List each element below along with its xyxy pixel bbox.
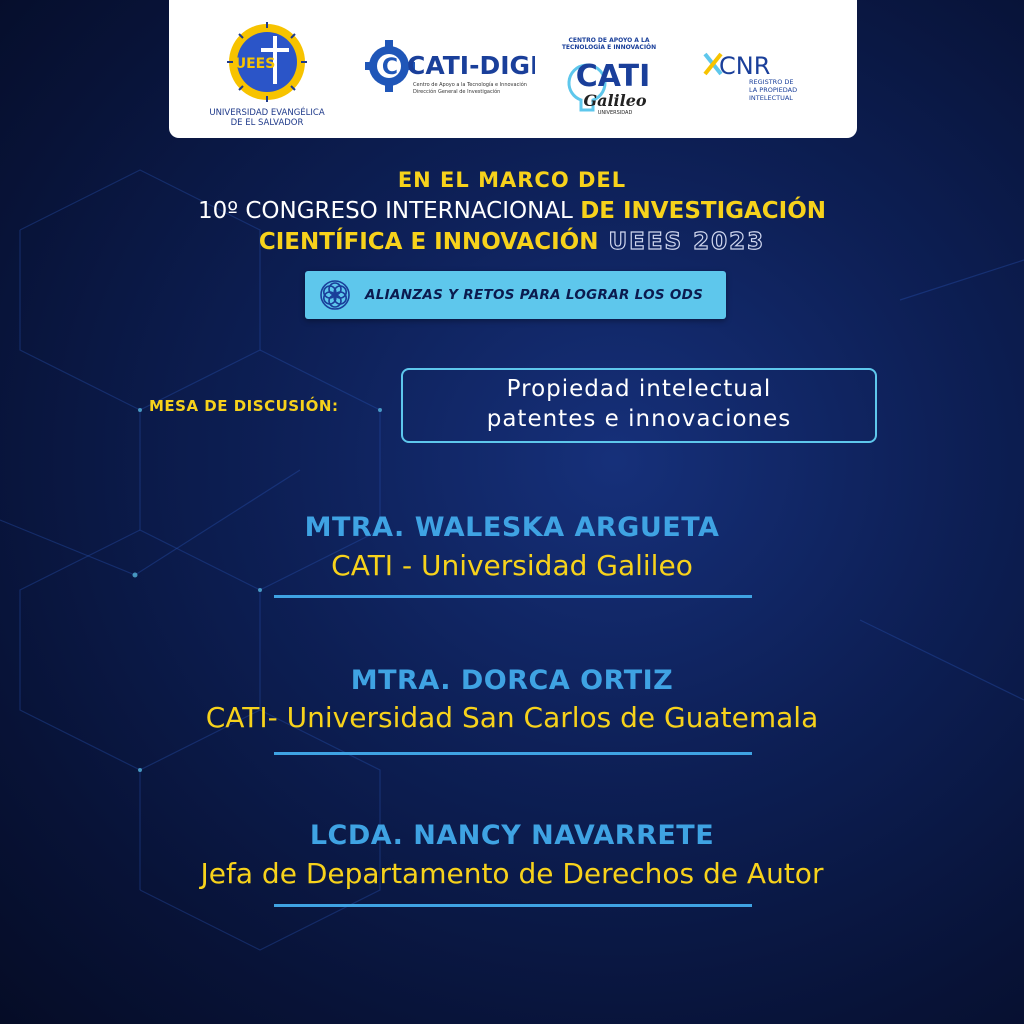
svg-text:CATI: CATI bbox=[575, 59, 651, 94]
cientifica-text: CIENTÍFICA E INNOVACIÓN bbox=[258, 229, 599, 255]
uees-name-line1: UNIVERSIDAD EVANGÉLICA bbox=[209, 108, 325, 118]
congreso-white: 10º CONGRESO INTERNACIONAL bbox=[197, 198, 573, 224]
svg-text:C: C bbox=[381, 55, 399, 80]
headline-marco: EN EL MARCO DEL bbox=[397, 168, 627, 192]
svg-text:CATI-DIGI: CATI-DIGI bbox=[407, 51, 535, 80]
congreso-yellow: DE INVESTIGACIÓN bbox=[580, 198, 827, 224]
speaker-divider bbox=[274, 752, 752, 755]
event-year: UEES 2023 bbox=[608, 229, 766, 255]
speaker-name: MTRA. WALESKA ARGUETA bbox=[304, 512, 720, 543]
ods-flower-icon bbox=[319, 279, 351, 311]
uees-seal-icon bbox=[197, 18, 337, 108]
svg-text:INTELECTUAL: INTELECTUAL bbox=[749, 94, 793, 102]
cnr-logo bbox=[699, 46, 809, 106]
speaker-affiliation: CATI- Universidad San Carlos de Guatemala bbox=[205, 701, 819, 734]
ods-banner bbox=[305, 271, 726, 319]
svg-text:REGISTRO DE: REGISTRO DE bbox=[749, 78, 794, 86]
svg-text:CENTRO DE APOYO A LA: CENTRO DE APOYO A LA bbox=[568, 37, 650, 44]
svg-text:Centro de Apoyo a la Tecnologí: Centro de Apoyo a la Tecnología e Innovación bbox=[413, 82, 527, 88]
uees-name bbox=[197, 108, 337, 128]
svg-text:Dirección General de Investiga: Dirección General de Investigación bbox=[413, 89, 501, 95]
speaker-divider bbox=[274, 904, 752, 907]
headline-congreso bbox=[0, 198, 1024, 224]
uees-name-line2: DE EL SALVADOR bbox=[230, 118, 304, 128]
mesa-topic-line1: Propiedad intelectual bbox=[506, 376, 772, 402]
mesa-topic-line2: patentes e innovaciones bbox=[486, 406, 792, 432]
mesa-label: MESA DE DISCUSIÓN: bbox=[149, 397, 339, 415]
speaker-affiliation: CATI - Universidad Galileo bbox=[331, 549, 693, 582]
svg-text:CNR: CNR bbox=[719, 52, 771, 80]
ods-label: ALIANZAS Y RETOS PARA LOGRAR LOS ODS bbox=[365, 287, 704, 303]
speaker-divider bbox=[274, 595, 752, 598]
headline-cientifica bbox=[0, 229, 1024, 255]
mesa-topic-box bbox=[401, 368, 877, 443]
cati-digi-logo bbox=[365, 38, 535, 98]
svg-text:Galileo: Galileo bbox=[583, 91, 647, 110]
logo-bar bbox=[169, 0, 857, 138]
cati-galileo-logo bbox=[549, 34, 669, 120]
uees-logo bbox=[197, 18, 337, 130]
svg-text:TECNOLOGÍA E INNOVACIÓN: TECNOLOGÍA E INNOVACIÓN bbox=[561, 44, 657, 51]
svg-text:UEES: UEES bbox=[234, 56, 276, 72]
speaker-name: MTRA. DORCA ORTIZ bbox=[350, 665, 674, 696]
speaker-name: LCDA. NANCY NAVARRETE bbox=[309, 820, 715, 851]
svg-text:LA PROPIEDAD: LA PROPIEDAD bbox=[749, 86, 798, 94]
svg-text:UNIVERSIDAD: UNIVERSIDAD bbox=[597, 110, 633, 116]
speaker-affiliation: Jefa de Departamento de Derechos de Autor bbox=[200, 857, 824, 890]
